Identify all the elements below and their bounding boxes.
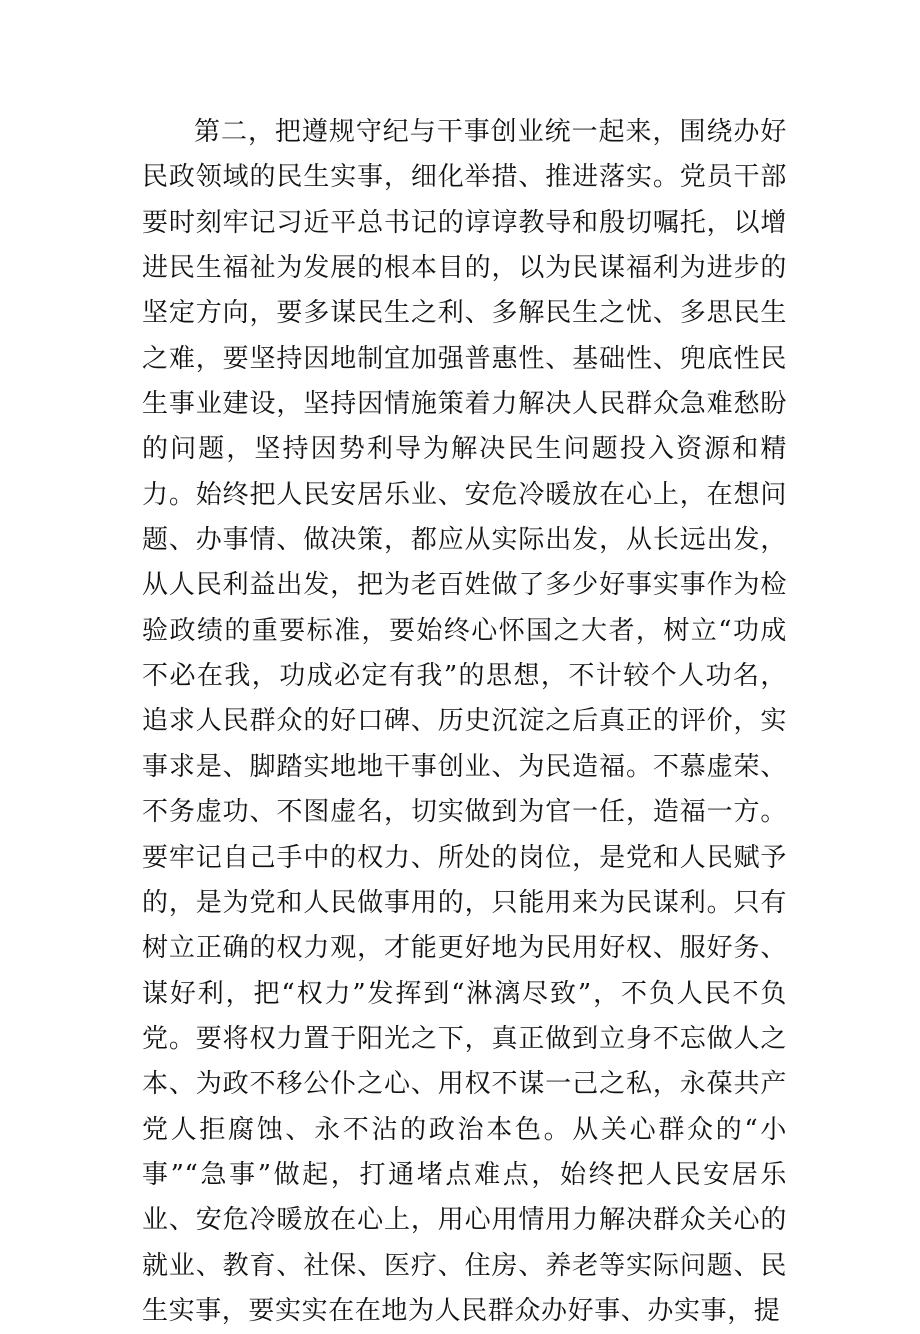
body-paragraph: 第二，把遵规守纪与干事创业统一起来，围绕办好民政领域的民生实事，细化举措、推进落实。党员干部要时刻牢记习近平总书记的谆谆教导和殷切嘱托，以增进民生福祉为发展的根本目的，以为民谋福利为进步的坚定方向，要多谋民生之利、多解民生之忧、多思民生之难，要坚持因地制宜加强普惠性、基础性、兜底性民生事业建设，坚持因情施策着力解决人民群众急难愁盼的问题，坚持因势利导为解决民生问题投入资源和精力。始终把人民安居乐业、安危冷暖放在心上，在想问题、办事情、做决策，都应从实际出发，从长远出发，从人民利益出发，把为老百姓做了多少好事实事作为检验政绩的重要标准，要始终心怀国之大者，树立“功成不必在我，功成必定有我”的思想，不计较个人功名，追求人民群众的好口碑、历史沉淀之后真正的评价，实事求是、脚踏实地地干事创业、为民造福。不慕虚荣、不务虚功、不图虚名，切实做到为官一任，造福一方。要牢记自己手中的权力、所处的岗位，是党和人民赋予的，是为党和人民做事用的，只能用来为民谋利。只有树立正确的权力观，才能更好地为民用好权、服好务、谋好利，把“权力”发挥到“淋漓尽致”，不负人民不负党。要将权力置于阳光之下，真正做到立身不忘做人之本、为政不移公仆之心、用权不谋一己之私，永葆共产党人拒腐蚀、永不沾的政治本色。从关心群众的“小事”“急事”做起，打通堵点难点，始终把人民安居乐业、安危冷暖放在心上，用心用情用力解决群众关心的就业、教育、社保、医疗、住房、养老等实际问题、民生实事，要实实在在地为人民群众办好事、办实事，提: [142, 117, 787, 1326]
